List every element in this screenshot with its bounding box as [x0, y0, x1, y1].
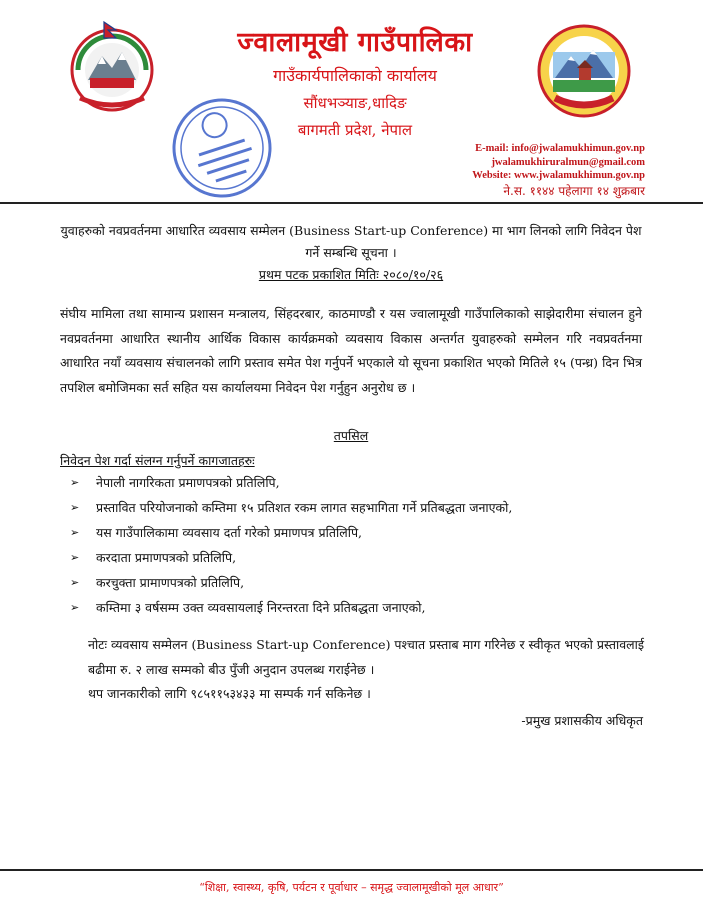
footer-slogan: “शिक्षा, स्वास्थ्य, कृषि, पर्यटन र पूर्वाधार – समृद्ध ज्वालामूखीको मूल आधार”: [199, 881, 504, 894]
document-item: कम्तिमा ३ वर्षसम्म उक्त व्यवसायलाई निरन्तरता दिने प्रतिबद्धता जनाएको,: [96, 600, 426, 615]
office-location: सौंधभञ्याङ,धादिङ: [303, 94, 407, 112]
office-name: गाउँकार्यपालिकाको कार्यालय: [273, 66, 437, 85]
municipality-logo-icon: [535, 22, 633, 120]
nepal-emblem-icon: [66, 20, 158, 116]
list-item: [70, 520, 640, 545]
schedule-heading: तपसिल: [333, 428, 369, 443]
documents-heading: निवेदन पेश गर्दा संलग्न गर्नुपर्ने कागजातहरुः: [60, 453, 255, 468]
list-item: [70, 595, 640, 620]
arrow-bullet-icon: ➢: [70, 551, 80, 564]
arrow-bullet-icon: ➢: [70, 576, 80, 589]
document-item: करदाता प्रमाणपत्रको प्रतिलिपि,: [96, 550, 237, 565]
notice-subject: युवाहरुको नवप्रवर्तनमा आधारित व्यवसाय सम्मेलन (Business Start-up Conference) मा भाग लिनको लागि निवेदन पेश गर्ने सम्बन्धि सूचना ।: [60, 223, 642, 260]
list-item: [70, 495, 640, 520]
contact-info-line: थप जानकारीको लागि ९८५११५३४३३ मा सम्पर्क गर्न सकिनेछ ।: [88, 686, 371, 701]
arrow-bullet-icon: ➢: [70, 526, 80, 539]
arrow-bullet-icon: ➢: [70, 476, 80, 489]
document-item: करचुक्ता प्रामाणपत्रको प्रतिलिपि,: [96, 575, 245, 590]
footer-divider: [0, 869, 703, 871]
arrow-bullet-icon: ➢: [70, 501, 80, 514]
document-item: यस गाउँपालिकामा व्यवसाय दर्ता गरेको प्रमाणपत्र प्रतिलिपि,: [96, 525, 363, 540]
publication-date: प्रथम पटक प्रकाशित मितिः २०८०/१०/२६: [258, 267, 444, 282]
list-item: [70, 545, 640, 570]
email-primary[interactable]: E-mail: info@jwalamukhimun.gov.np: [475, 143, 645, 154]
notice-body: संघीय मामिला तथा सामान्य प्रशासन मन्त्रालय, सिंहदरबार, काठमाण्डौ र यस ज्वालामूखी गाउँपालिकाको साझेदारीमा संचालन हुने नवप्रवर्तनमा आधारित स्थानीय आर्थिक विकास कार्यक्रमको व्यवसाय विकास अन्तर्गत युवाहरुको सम्मेलन गरि नवप्रवर्तनमा आधारित नयाँ व्यवसाय संचालनको लागि प्रस्ताव समेत पेश गर्नुपर्ने भएकाले यो सूचना प्रकाशित भएको मितिले १५ (पन्ध्र) दिन भित्र तपशिल बमोजिमका सर्त सहित यस कार्यालयमा निवेदन पेश गर्नुहुन अनुरोध छ ।: [60, 306, 642, 395]
note-paragraph: नोटः व्यवसाय सम्मेलन (Business Start-up Conference) पश्चात प्रस्ताब माग गरिनेछ र स्वीकृत भएको प्रस्तावलाई बढीमा रु. २ लाख सम्मको बीउ पुँजी अनुदान उपलब्ध गराईनेछ ।: [88, 637, 644, 677]
list-item: [70, 470, 640, 495]
header-divider: [0, 202, 703, 204]
document-item: प्रस्तावित परियोजनाको कम्तिमा १५ प्रतिशत रकम लागत सहभागिता गर्ने प्रतिबद्धता जनाएको,: [96, 500, 513, 515]
arrow-bullet-icon: ➢: [70, 601, 80, 614]
nepal-sambat-date: ने.स. ११४४ पहेलागा १४ शुक्रबार: [503, 183, 645, 198]
org-name: ज्वालामूखी गाउँपालिका: [237, 27, 473, 58]
document-item: नेपाली नागरिकता प्रमाणपत्रको प्रतिलिपि,: [96, 475, 280, 490]
list-item: [70, 570, 640, 595]
website-link[interactable]: Website: www.jwalamukhimun.gov.np: [472, 170, 645, 181]
contact-block: [472, 142, 645, 198]
email-secondary[interactable]: jwalamukhiruralmun@gmail.com: [491, 156, 645, 168]
signature-line: -प्रमुख प्रशासकीय अधिकृत: [521, 713, 643, 728]
province-line: बागमती प्रदेश, नेपाल: [297, 121, 413, 139]
documents-list: [70, 470, 640, 620]
